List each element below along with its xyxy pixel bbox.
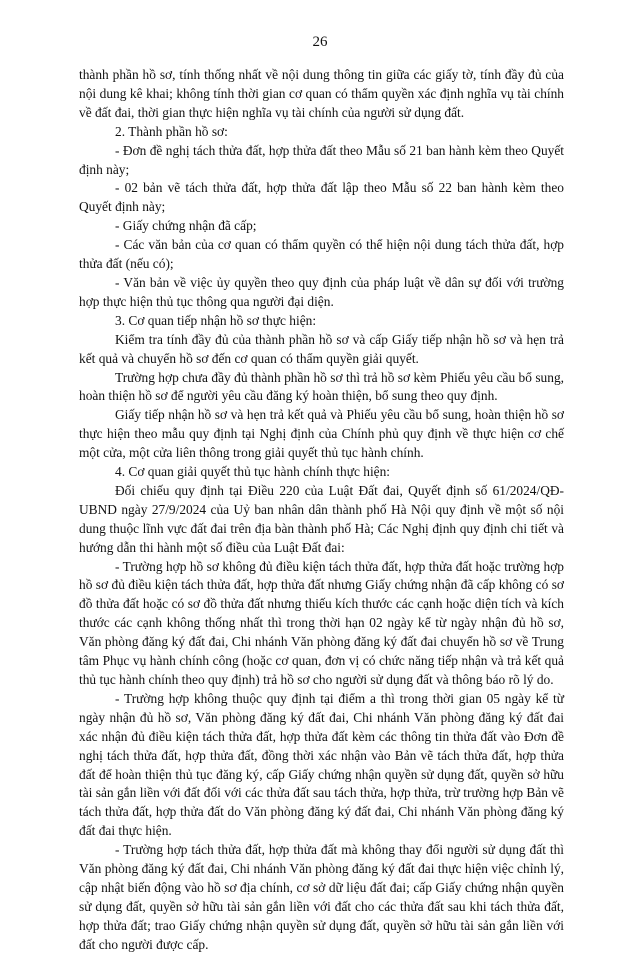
page-number: 26: [312, 34, 328, 50]
paragraph: thành phần hồ sơ, tính thống nhất về nội dung thông tin giữa các giấy tờ, tính đầy đủ của nội dung kê khai; không tính thời gian cơ quan có thẩm quyền xác định nghĩa vụ tài chính về đất đai, thời gian thực hiện nghĩa vụ tài chính của người sử dụng đất.: [79, 67, 564, 120]
document-body: [79, 66, 564, 955]
paragraph: - Giấy chứng nhận đã cấp;: [115, 218, 257, 234]
paragraph: - Văn bản về việc ủy quyền theo quy định của pháp luật về dân sự đối với trường hợp thực hiện thủ tục thông qua người đại diện.: [79, 274, 564, 309]
paragraph: - Trường hợp tách thửa đất, hợp thửa đất mà không thay đổi người sử dụng đất thì Văn phòng đăng ký đất đai, Chi nhánh Văn phòng đăng ký đất đai thực hiện việc chỉnh lý, cập nhật biến động vào hồ sơ địa chính, cơ sở dữ liệu đất đai; cấp Giấy chứng nhận quyền sử dụng đất, quyền sở hữu tài sản gắn liền với đất cho các thửa đất sau khi tách thửa đất, hợp thửa đất; trao Giấy chứng nhận quyền sử dụng đất, quyền sở hữu tài sản gắn liền với đất cho người được cấp.: [79, 842, 564, 952]
paragraph: - Trường hợp không thuộc quy định tại điểm a thì trong thời gian 05 ngày kể từ ngày nhận đủ hồ sơ, Văn phòng đăng ký đất đai, Chi nhánh Văn phòng đăng ký đất đai xác nhận đủ điều kiện tách thửa đất, hợp thửa đất kèm các thông tin thửa đất vào Đơn đề nghị tách thửa đất, hợp thửa đất, đồng thời xác nhận vào Bản vẽ tách thửa đất, hợp thửa đất để hoàn thiện thủ tục đăng ký, cấp Giấy chứng nhận quyền sử dụng đất, quyền sở hữu tài sản gắn liền với đất đối với các thửa đất sau tách thửa, hợp thửa, trừ trường hợp Bản vẽ tách thửa đất, hợp thửa đất do Văn phòng đăng ký đất đai, Chi nhánh Văn phòng đăng ký đất đai thực hiện.: [79, 690, 564, 839]
paragraph: - 02 bản vẽ tách thửa đất, hợp thửa đất lập theo Mẫu số 22 ban hành kèm theo Quyết định này;: [79, 180, 564, 215]
paragraph: Đối chiếu quy định tại Điều 220 của Luật Đất đai, Quyết định số 61/2024/QĐ-UBND ngày 27/9/2024 của Uỷ ban nhân dân thành phố Hà Nội quy định về một số nội dung thuộc lĩnh vực đất đai trên địa bàn thành phố Hà; Các Nghị định quy định chi tiết và hướng dẫn thi hành một số điều của Luật Đất đai:: [79, 482, 564, 555]
paragraph: Trường hợp chưa đầy đủ thành phần hồ sơ thì trả hồ sơ kèm Phiếu yêu cầu bổ sung, hoàn thiện hồ sơ để người yêu cầu đăng ký hoàn thiện, bổ sung theo quy định.: [79, 369, 564, 404]
paragraph: - Các văn bản của cơ quan có thẩm quyền có thể hiện nội dung tách thửa đất, hợp thửa đất (nếu có);: [79, 237, 564, 272]
paragraph: - Đơn đề nghị tách thửa đất, hợp thửa đất theo Mẫu số 21 ban hành kèm theo Quyết định này;: [79, 142, 564, 177]
paragraph: 3. Cơ quan tiếp nhận hồ sơ thực hiện:: [115, 312, 317, 328]
paragraph: Kiểm tra tính đầy đủ của thành phần hồ sơ và cấp Giấy tiếp nhận hồ sơ và hẹn trả kết quả và chuyển hồ sơ đến cơ quan có thẩm quyền giải quyết.: [79, 331, 564, 366]
paragraph: 2. Thành phần hồ sơ:: [115, 123, 228, 139]
paragraph: 4. Cơ quan giải quyết thủ tục hành chính thực hiện:: [115, 464, 391, 480]
paragraph: Giấy tiếp nhận hồ sơ và hẹn trả kết quả và Phiếu yêu cầu bổ sung, hoàn thiện hồ sơ thực hiện theo mẫu quy định tại Nghị định của Chính phủ quy định về thực hiện cơ chế một cửa, một cửa liên thông trong giải quyết thủ tục hành chính.: [79, 407, 564, 461]
paragraph: - Trường hợp hồ sơ không đủ điều kiện tách thửa đất, hợp thửa đất hoặc trường hợp hồ sơ đủ điều kiện tách thửa đất, hợp thửa đất nhưng Giấy chứng nhận đã cấp không có sơ đồ thửa đất hoặc có sơ đồ thửa đất nhưng thiếu kích thước các cạnh hoặc diện tích và kích thước các cạnh không thống nhất thì trong thời hạn 02 ngày kể từ ngày nhận đủ hồ sơ, Văn phòng đăng ký đất đai, Chi nhánh Văn phòng đăng ký đất đai chuyển hồ sơ về Trung tâm Phục vụ hành chính công (hoặc cơ quan, đơn vị có chức năng tiếp nhận và trả kết quả thủ tục hành chính theo quy định) trả hồ sơ cho người sử dụng đất và thông báo rõ lý do.: [79, 558, 564, 687]
